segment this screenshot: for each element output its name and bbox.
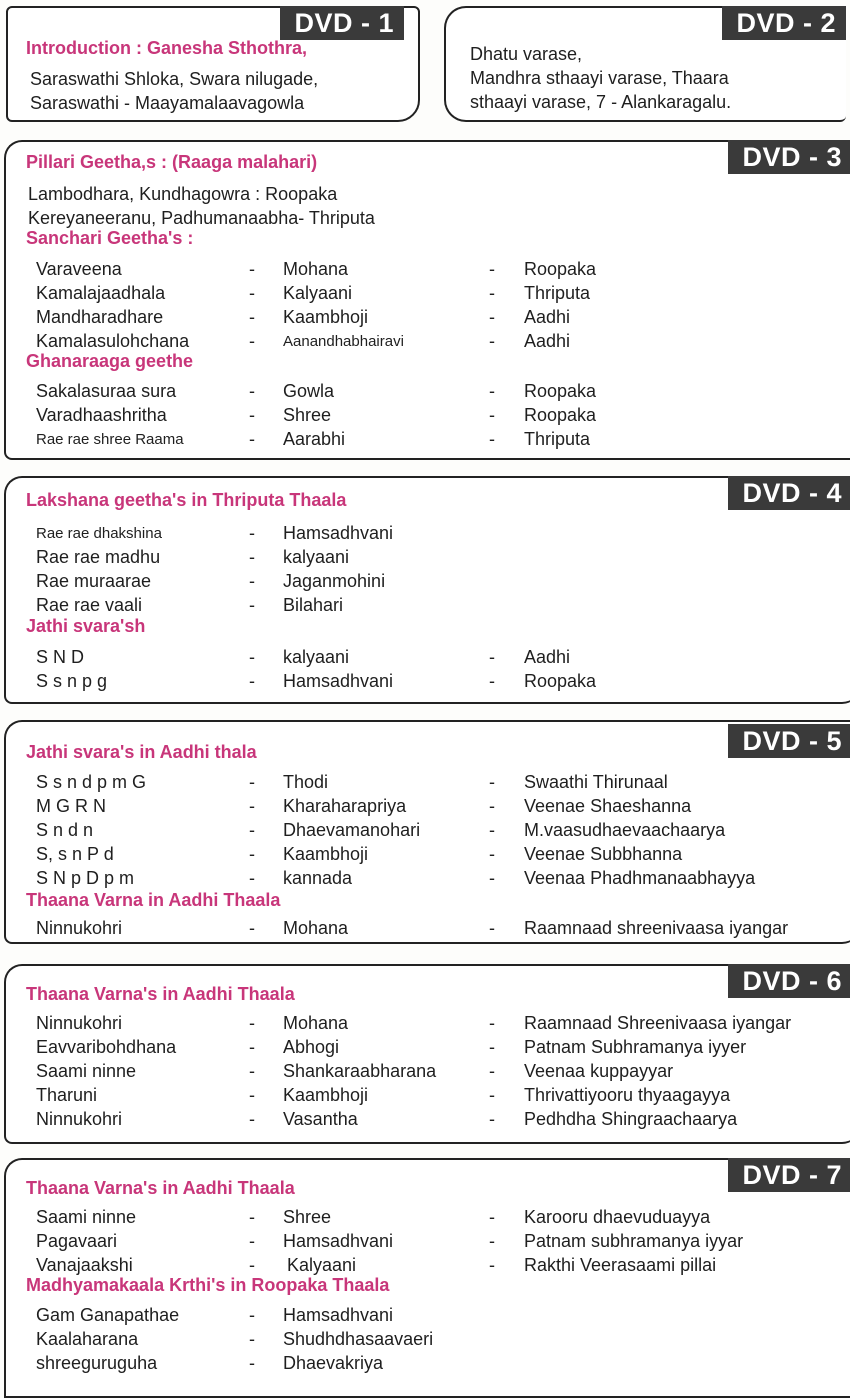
dvd3-panel (4, 140, 850, 460)
raaga: kannada (283, 868, 353, 888)
raaga: Kaambhoji (283, 844, 369, 864)
raaga: Jaganmohini (283, 571, 386, 591)
raaga: Aarabhi (283, 429, 346, 449)
thaala: Roopaka (524, 671, 597, 691)
dvd1-panel (6, 6, 420, 122)
swara: S n d n (36, 820, 94, 840)
dvd4-badge: DVD - 4 (728, 476, 850, 510)
dvd7-heading-krthi: Madhyamakaala Krthi's in Roopaka Thaala (26, 1275, 390, 1295)
song-title: Ninnukohri (36, 1109, 123, 1129)
separator: - (249, 820, 255, 840)
separator: - (489, 1109, 495, 1129)
separator: - (489, 429, 495, 449)
raaga: Mohana (283, 259, 349, 279)
dvd1-heading: Introduction : Ganesha Sthothra, (26, 38, 308, 58)
raaga: Hamsadhvani (283, 523, 394, 543)
song-title: Gam Ganapathae (36, 1305, 180, 1325)
dvd3-heading-pillari: Pillari Geetha,s : (Raaga malahari) (26, 152, 318, 172)
separator: - (249, 381, 255, 401)
song-title: Vanajaakshi (36, 1255, 133, 1275)
separator: - (249, 1109, 255, 1129)
song-title: Rae rae vaali (36, 595, 143, 615)
song-title: Kamalasulohchana (36, 331, 190, 351)
composer: Raamnaad shreenivaasa iyangar (524, 918, 789, 938)
dvd4-panel (4, 476, 850, 704)
swara: S s n d p m G (36, 772, 147, 792)
song-title: Rae muraarae (36, 571, 152, 591)
dvd6-heading-varna: Thaana Varna's in Aadhi Thaala (26, 984, 295, 1004)
separator: - (249, 1255, 255, 1275)
separator: - (249, 283, 255, 303)
song-title: Sakalasuraa sura (36, 381, 177, 401)
composer: Veenaa kuppayyar (524, 1061, 674, 1081)
thaala: Aadhi (524, 307, 571, 327)
separator: - (489, 671, 495, 691)
separator: - (489, 405, 495, 425)
separator: - (249, 429, 255, 449)
separator: - (489, 796, 495, 816)
separator: - (489, 1231, 495, 1251)
raaga: Kharaharapriya (283, 796, 407, 816)
separator: - (249, 868, 255, 888)
song-title: Rae rae shree Raama (36, 431, 184, 448)
raaga: Hamsadhvani (283, 671, 394, 691)
composer: Patnam subhramanya iyyar (524, 1231, 744, 1251)
separator: - (489, 844, 495, 864)
swara: S s n p g (36, 671, 108, 691)
separator: - (249, 1013, 255, 1033)
raaga: kalyaani (283, 547, 350, 567)
separator: - (249, 647, 255, 667)
dvd5-heading-jathi: Jathi svara's in Aadhi thala (26, 742, 257, 762)
song-title: Mandharadhare (36, 307, 164, 327)
dvd2-line-3: sthaayi varase, 7 - Alankaragalu. (470, 92, 732, 112)
separator: - (489, 381, 495, 401)
dvd4-heading-lakshana: Lakshana geetha's in Thriputa Thaala (26, 490, 347, 510)
dvd3-line-2: Kereyaneeranu, Padhumanaabha- Thriputa (28, 208, 375, 228)
raaga: Dhaevamanohari (283, 820, 421, 840)
song-title: Eavvaribohdhana (36, 1037, 177, 1057)
thaala: Aadhi (524, 647, 571, 667)
dvd2-line-2: Mandhra sthaayi varase, Thaara (470, 68, 729, 88)
separator: - (249, 796, 255, 816)
composer: M.vaasudhaevaachaarya (524, 820, 726, 840)
composer: Thrivattiyooru thyaagayya (524, 1085, 731, 1105)
song-title: Tharuni (36, 1085, 98, 1105)
dvd7-heading-varna: Thaana Varna's in Aadhi Thaala (26, 1178, 295, 1198)
raaga: Bilahari (283, 595, 344, 615)
composer: Rakthi Veerasaami pillai (524, 1255, 717, 1275)
song-title: Varaveena (36, 259, 122, 279)
dvd6-panel (4, 964, 850, 1144)
dvd3-heading-sanchari: Sanchari Geetha's : (26, 228, 194, 248)
separator: - (249, 918, 255, 938)
dvd1-badge: DVD - 1 (280, 6, 404, 40)
separator: - (249, 1329, 255, 1349)
dvd5-badge: DVD - 5 (728, 724, 850, 758)
raaga: Kalyaani (283, 283, 353, 303)
separator: - (249, 259, 255, 279)
separator: - (249, 772, 255, 792)
separator: - (249, 331, 255, 351)
raaga: Hamsadhvani (283, 1231, 394, 1251)
swara: S N p D p m (36, 868, 135, 888)
separator: - (249, 1353, 255, 1373)
song-title: Kamalajaadhala (36, 283, 166, 303)
separator: - (489, 307, 495, 327)
swara: M G R N (36, 796, 106, 816)
swara: S, s n P d (36, 844, 114, 864)
raaga: Shudhdhasaavaeri (283, 1329, 434, 1349)
separator: - (249, 571, 255, 591)
separator: - (489, 820, 495, 840)
separator: - (489, 918, 495, 938)
dvd2-badge: DVD - 2 (722, 6, 846, 40)
raaga: Thodi (283, 772, 329, 792)
dvd2-line-1: Dhatu varase, (470, 44, 583, 64)
dvd3-badge: DVD - 3 (728, 140, 850, 174)
separator: - (489, 1255, 495, 1275)
composer: Karooru dhaevuduayya (524, 1207, 711, 1227)
thaala: Roopaka (524, 405, 597, 425)
composer: Raamnaad Shreenivaasa iyangar (524, 1013, 792, 1033)
song-title: Ninnukohri (36, 918, 123, 938)
song-title: shreeguruguha (36, 1353, 158, 1373)
thaala: Thriputa (524, 429, 591, 449)
composer: Veenaa Phadhmanaabhayya (524, 868, 756, 888)
separator: - (249, 547, 255, 567)
song-title: Ninnukohri (36, 1013, 123, 1033)
raaga: Mohana (283, 1013, 349, 1033)
separator: - (489, 772, 495, 792)
separator: - (249, 671, 255, 691)
separator: - (249, 595, 255, 615)
raaga: Shree (283, 405, 332, 425)
raaga: Kaambhoji (283, 1085, 369, 1105)
dvd1-line-2: Saraswathi - Maayamalaavagowla (30, 93, 305, 113)
composer: Pedhdha Shingraachaarya (524, 1109, 738, 1129)
composer: Veenae Shaeshanna (524, 796, 692, 816)
song-title: Varadhaashritha (36, 405, 167, 425)
separator: - (489, 1013, 495, 1033)
separator: - (489, 259, 495, 279)
dvd4-heading-jathi: Jathi svara'sh (26, 616, 146, 636)
raaga: Aanandhabhairavi (283, 333, 404, 350)
raaga: Abhogi (283, 1037, 340, 1057)
separator: - (249, 1305, 255, 1325)
dvd1-line-1: Saraswathi Shloka, Swara nilugade, (30, 69, 319, 89)
separator: - (249, 1085, 255, 1105)
dvd3-line-1: Lambodhara, Kundhagowra : Roopaka (28, 184, 338, 204)
separator: - (489, 868, 495, 888)
song-title: Rae rae dhakshina (36, 525, 162, 542)
composer: Patnam Subhramanya iyyer (524, 1037, 747, 1057)
separator: - (249, 844, 255, 864)
raaga: Shree (283, 1207, 332, 1227)
separator: - (489, 283, 495, 303)
raaga: Kalyaani (287, 1255, 357, 1275)
separator: - (489, 1061, 495, 1081)
separator: - (489, 1207, 495, 1227)
separator: - (249, 523, 255, 543)
separator: - (249, 1231, 255, 1251)
dvd6-badge: DVD - 6 (728, 964, 850, 998)
separator: - (249, 405, 255, 425)
raaga: Hamsadhvani (283, 1305, 394, 1325)
separator: - (489, 1085, 495, 1105)
separator: - (249, 1037, 255, 1057)
separator: - (489, 1037, 495, 1057)
raaga: Mohana (283, 918, 349, 938)
dvd7-badge: DVD - 7 (728, 1158, 850, 1192)
separator: - (489, 647, 495, 667)
dvd5-heading-varna: Thaana Varna in Aadhi Thaala (26, 890, 281, 910)
separator: - (249, 307, 255, 327)
song-title: Saami ninne (36, 1207, 137, 1227)
dvd7-panel (4, 1158, 850, 1398)
raaga: Vasantha (283, 1109, 358, 1129)
thaala: Roopaka (524, 381, 597, 401)
dvd3-heading-ghanaraaga: Ghanaraaga geethe (26, 351, 194, 371)
thaala: Aadhi (524, 331, 571, 351)
song-title: Saami ninne (36, 1061, 137, 1081)
song-title: Pagavaari (36, 1231, 118, 1251)
thaala: Thriputa (524, 283, 591, 303)
song-title: Kaalaharana (36, 1329, 139, 1349)
separator: - (249, 1061, 255, 1081)
dvd2-panel (444, 6, 846, 122)
composer: Swaathi Thirunaal (524, 772, 668, 792)
raaga: Kaambhoji (283, 307, 369, 327)
thaala: Roopaka (524, 259, 597, 279)
composer: Veenae Subbhanna (524, 844, 683, 864)
raaga: Dhaevakriya (283, 1353, 384, 1373)
raaga: Gowla (283, 381, 335, 401)
raaga: Shankaraabharana (283, 1061, 437, 1081)
swara: S N D (36, 647, 85, 667)
separator: - (489, 331, 495, 351)
song-title: Rae rae madhu (36, 547, 161, 567)
dvd5-panel (4, 720, 850, 944)
separator: - (249, 1207, 255, 1227)
raaga: kalyaani (283, 647, 350, 667)
